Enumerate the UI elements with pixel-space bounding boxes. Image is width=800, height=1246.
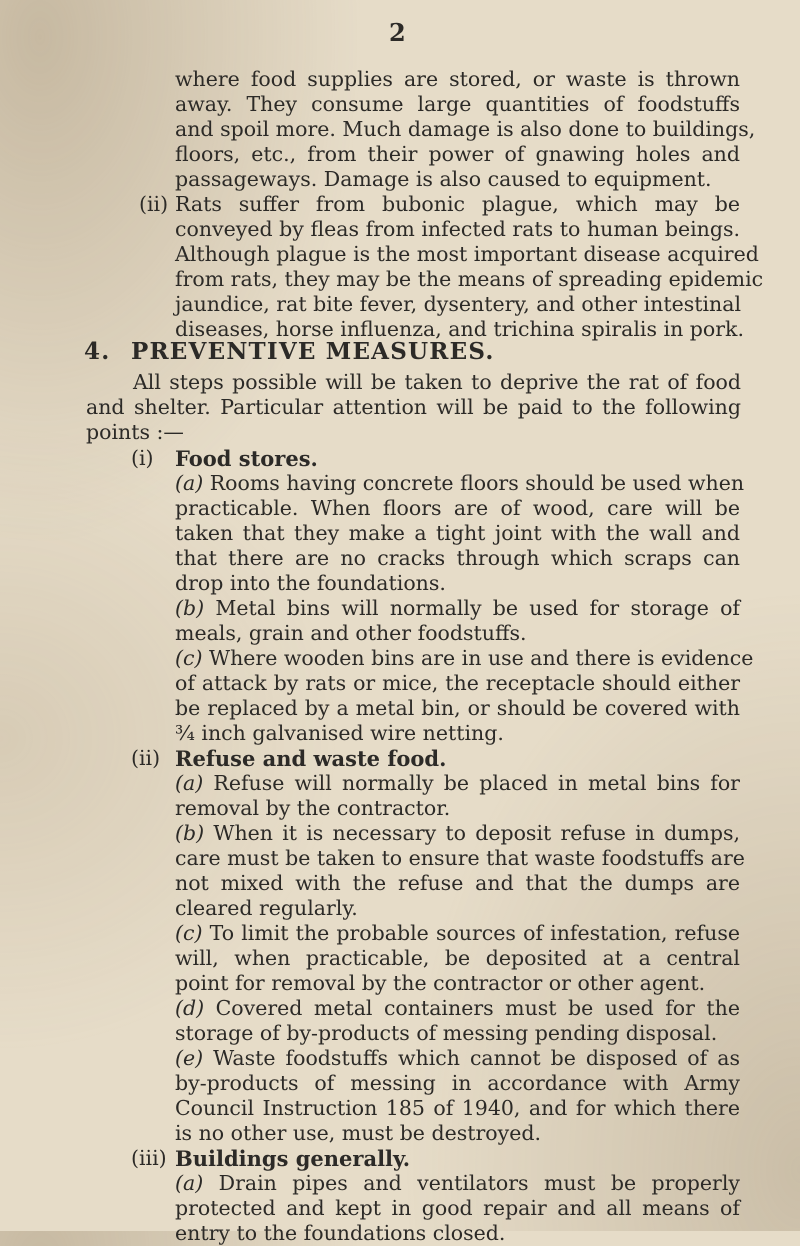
text-line: diseases, horse influenza, and trichina spiralis in pork. bbox=[175, 317, 744, 341]
line-text: Rooms having concrete floors should be used when bbox=[209, 471, 745, 495]
paragraph-a bbox=[175, 1171, 740, 1246]
text-line: storage of by-products of messing pending disposal. bbox=[175, 1021, 718, 1045]
section-number: 4. bbox=[84, 338, 111, 365]
subheading: Refuse and waste food. bbox=[175, 746, 447, 771]
section4-intro bbox=[86, 370, 741, 445]
text-line: floors, etc., from their power of gnawing holes and bbox=[175, 142, 740, 166]
para-letter: (b) bbox=[175, 821, 205, 845]
paragraph-a bbox=[175, 471, 745, 596]
text-line: passageways. Damage is also caused to equipment. bbox=[175, 167, 712, 191]
para-letter: (c) bbox=[175, 646, 203, 670]
text-line: cleared regularly. bbox=[175, 896, 358, 920]
item-ii-text bbox=[175, 192, 764, 342]
text-line: entry to the foundations closed. bbox=[175, 1221, 506, 1245]
text-line: and shelter. Particular attention will be paid to the following bbox=[86, 395, 741, 419]
item-number: (i) bbox=[131, 446, 154, 470]
paragraph-a bbox=[175, 771, 740, 821]
text-line: All steps possible will be taken to deprive the rat of food bbox=[133, 370, 741, 394]
text-line: meals, grain and other foodstuffs. bbox=[175, 621, 527, 645]
page-number: 2 bbox=[389, 18, 406, 47]
text-line: not mixed with the refuse and that the dumps are bbox=[175, 871, 740, 895]
text-line: removal by the contractor. bbox=[175, 796, 451, 820]
text-line: practicable. When floors are of wood, care will be bbox=[175, 496, 740, 520]
text-line bbox=[175, 1046, 740, 1071]
text-line: is no other use, must be destroyed. bbox=[175, 1121, 541, 1145]
line-text: Where wooden bins are in use and there is evidence bbox=[209, 646, 754, 670]
paragraph-b bbox=[175, 596, 740, 646]
text-line: taken that they make a tight joint with the wall and bbox=[175, 521, 740, 545]
item-number: (iii) bbox=[131, 1146, 167, 1170]
line-text: To limit the probable sources of infestation, refuse bbox=[209, 921, 740, 945]
para-letter: (a) bbox=[175, 771, 204, 795]
paragraph-d bbox=[175, 996, 740, 1046]
line-text: When it is necessary to deposit refuse in dumps, bbox=[213, 821, 740, 845]
text-line: be replaced by a metal bin, or should be covered with bbox=[175, 696, 740, 720]
text-line: Rats suffer from bubonic plague, which may be bbox=[175, 192, 740, 216]
text-line bbox=[175, 771, 740, 796]
line-text: Drain pipes and ventilators must be properly bbox=[218, 1171, 740, 1195]
text-line bbox=[175, 996, 740, 1021]
text-line: where food supplies are stored, or waste is thrown bbox=[175, 67, 740, 91]
text-line bbox=[175, 1171, 740, 1196]
text-line: protected and kept in good repair and all means of bbox=[175, 1196, 740, 1220]
text-line: jaundice, rat bite fever, dysentery, and other intestinal bbox=[175, 292, 742, 316]
para-letter: (b) bbox=[175, 596, 205, 620]
text-line bbox=[175, 471, 745, 496]
text-line: conveyed by fleas from infected rats to human beings. bbox=[175, 217, 740, 241]
text-line bbox=[175, 921, 740, 946]
text-line bbox=[175, 596, 740, 621]
line-text: Covered metal containers must be used for the bbox=[215, 996, 740, 1020]
text-line: from rats, they may be the means of spreading epidemic bbox=[175, 267, 764, 291]
text-line: of attack by rats or mice, the receptacle should either bbox=[175, 671, 740, 695]
text-line: drop into the foundations. bbox=[175, 571, 446, 595]
text-line: by-products of messing in accordance with Army bbox=[175, 1071, 740, 1095]
para-letter: (e) bbox=[175, 1046, 204, 1070]
section-heading: PREVENTIVE MEASURES. bbox=[131, 338, 495, 365]
item-number: (ii) bbox=[139, 192, 169, 216]
text-line: point for removal by the contractor or other agent. bbox=[175, 971, 706, 995]
line-text: Waste foodstuffs which cannot be disposed of as bbox=[213, 1046, 740, 1070]
text-line: away. They consume large quantities of foodstuffs bbox=[175, 92, 740, 116]
text-line: Council Instruction 185 of 1940, and for which there bbox=[175, 1096, 740, 1120]
line-text: Refuse will normally be placed in metal bins for bbox=[213, 771, 740, 795]
paragraph-b bbox=[175, 821, 745, 921]
subheading: Buildings generally. bbox=[175, 1146, 411, 1171]
section3-continuation bbox=[175, 67, 756, 192]
text-line: points :— bbox=[86, 420, 184, 444]
paragraph-e bbox=[175, 1046, 740, 1146]
paragraph-c bbox=[175, 646, 754, 746]
text-line: and spoil more. Much damage is also done to buildings, bbox=[175, 117, 756, 141]
para-letter: (a) bbox=[175, 471, 204, 495]
para-letter: (c) bbox=[175, 921, 203, 945]
text-line: care must be taken to ensure that waste foodstuffs are bbox=[175, 846, 745, 870]
text-line bbox=[175, 646, 754, 671]
item-number: (ii) bbox=[131, 746, 161, 770]
text-line: ¾ inch galvanised wire netting. bbox=[175, 721, 504, 745]
text-line: Although plague is the most important disease acquired bbox=[175, 242, 759, 266]
text-line: that there are no cracks through which scraps can bbox=[175, 546, 740, 570]
line-text: Metal bins will normally be used for storage of bbox=[215, 596, 740, 620]
para-letter: (d) bbox=[175, 996, 205, 1020]
text-line bbox=[175, 821, 740, 846]
text-line: will, when practicable, be deposited at a central bbox=[175, 946, 740, 970]
paragraph-c bbox=[175, 921, 740, 996]
subheading: Food stores. bbox=[175, 446, 318, 471]
para-letter: (a) bbox=[175, 1171, 204, 1195]
